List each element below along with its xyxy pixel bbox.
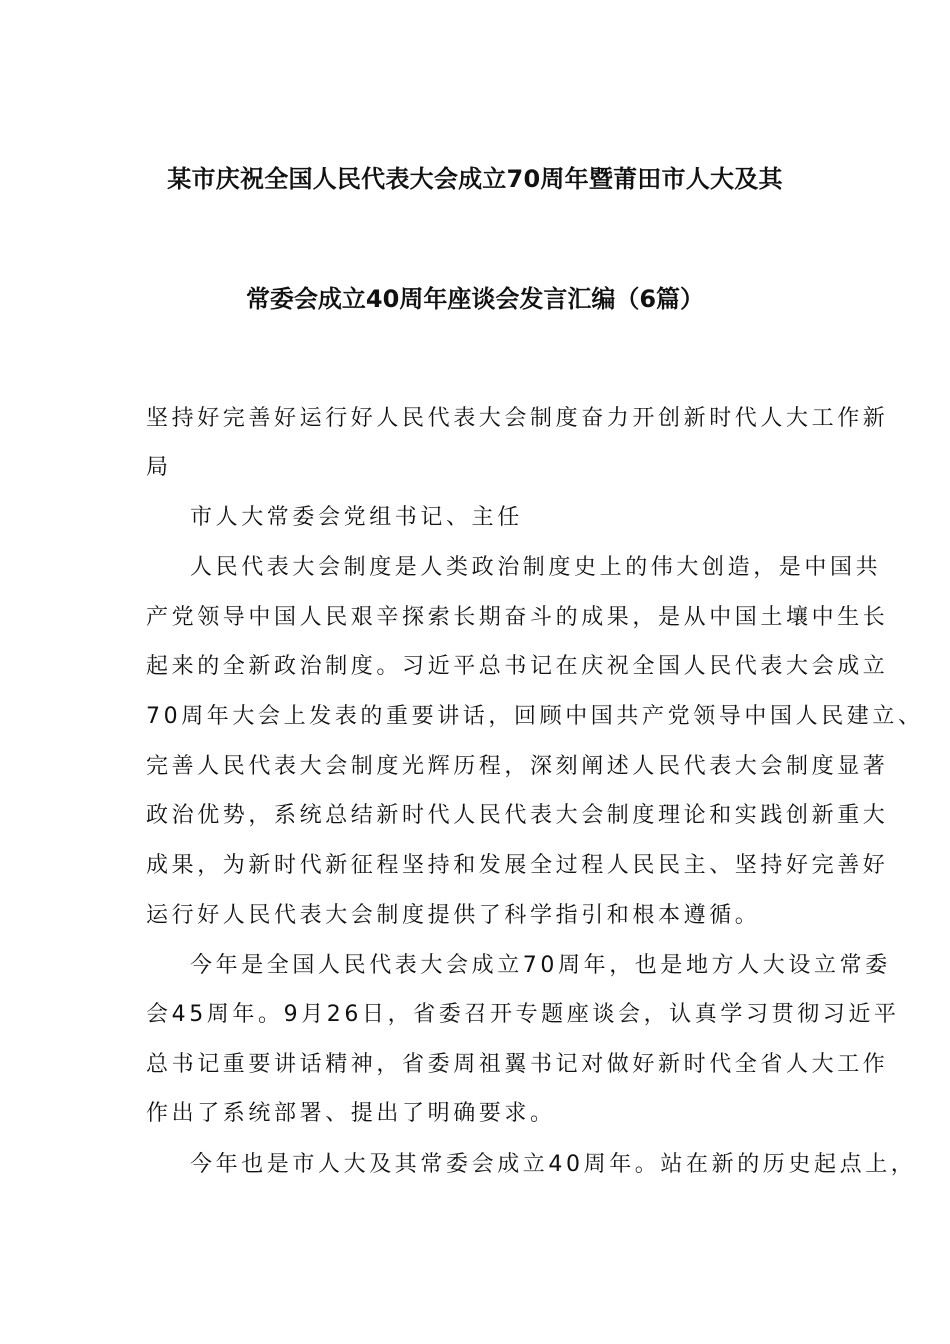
paragraph-1-line-4: 70周年大会上发表的重要讲话，回顾中国共产党领导中国人民建立、: [146, 704, 924, 729]
paragraph-2-line-2: 会45周年。9月26日，省委召开专题座谈会，认真学习贯彻习近平: [146, 1002, 900, 1027]
paragraph-1-line-6: 政治优势，系统总结新时代人民代表大会制度理论和实践创新重大: [146, 803, 889, 828]
paragraph-1-line-5: 完善人民代表大会制度光辉历程，深刻阐述人民代表大会制度显著: [146, 754, 889, 779]
document-title-line-1: 某市庆祝全国人民代表大会成立70周年暨莆田市人大及其: [167, 165, 783, 193]
paragraph-3-line-1: 今年也是市人大及其常委会成立40周年。站在新的历史起点上，: [190, 1152, 917, 1177]
paragraph-2-line-4: 作出了系统部署、提出了明确要求。: [146, 1101, 556, 1126]
section-heading-line-2: 局: [146, 455, 172, 480]
document-title-line-2: 常委会成立40周年座谈会发言汇编（6篇）: [245, 285, 705, 313]
paragraph-1-line-7: 成果，为新时代新征程坚持和发展全过程人民民主、坚持好完善好: [146, 853, 889, 878]
speaker-title: 市人大常委会党组书记、主任: [190, 505, 523, 530]
paragraph-1-line-3: 起来的全新政治制度。习近平总书记在庆祝全国人民代表大会成立: [146, 654, 889, 679]
paragraph-1-line-2: 产党领导中国人民艰辛探索长期奋斗的成果，是从中国土壤中生长: [146, 605, 889, 630]
paragraph-2-line-1: 今年是全国人民代表大会成立70周年，也是地方人大设立常委: [190, 953, 891, 978]
paragraph-1-line-1: 人民代表大会制度是人类政治制度史上的伟大创造，是中国共: [190, 555, 882, 580]
section-heading-line-1: 坚持好完善好运行好人民代表大会制度奋力开创新时代人大工作新: [146, 406, 889, 431]
paragraph-1-line-8: 运行好人民代表大会制度提供了科学指引和根本遵循。: [146, 903, 761, 928]
paragraph-2-line-3: 总书记重要讲话精神，省委周祖翼书记对做好新时代全省人大工作: [146, 1052, 889, 1077]
